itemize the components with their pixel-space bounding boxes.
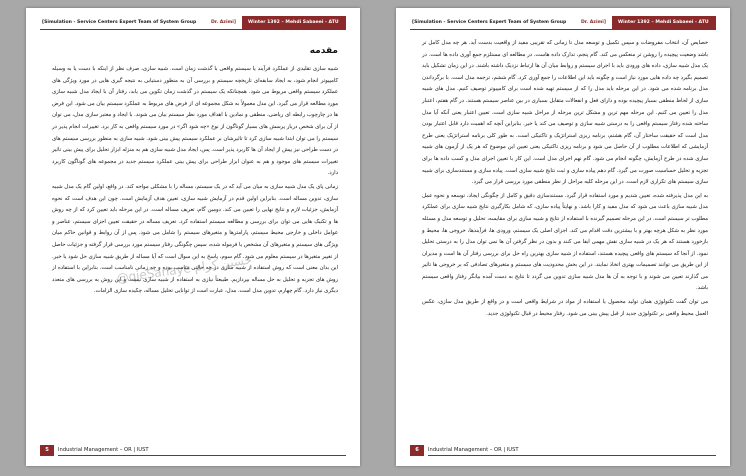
document-page-right [396,8,730,466]
section-heading: مقدمه [309,46,338,56]
header-title: [Simulation - Service Centers Expert Team of System Group [412,20,567,25]
footer-course: Industrial Management – OR | IUST [428,445,716,456]
paragraph: می توان گفت تکنولوژی همان تولید محصول یا استفاده از مواد در شرایط واقعی است و در واقع از طریق مدل سازی، عکس العمل محیط واقعی بر تکنولوژی جدید از قبل پیش بینی می شود. رفتار محیط در قبال تکنولوژی جدید. [422,299,708,317]
page-number: 5 [40,445,54,456]
document-page-left [26,8,360,466]
paragraph: به این مدل پذیرفته شده، تعیین شدیم و مورد استفاده قرار گیرد. مستندسازی دقیق و کامل از چگونگی ایجاد، توسعه و نحوه عمل مدل شبیه سازی باعث می شود که مدل مفید و کارا باشد. و نهایتاً پیاده سازی، که شامل بکارگیری نتایج شبیه سازی برای عملکرد مطلوب تر سیستم است. در این مرحله تصمیم گیرنده با استفاده از نتایج و شبیه سازی برای مقایسه، تحلیل و توسعه مدل و مسئله مورد نظر به شکل هرچه بهتر و با بیشترین دقت اقدام می کند. اجزای اصلی یک سیستم، ورودی ها، فرآیندها، خروجی ها، محیط و بازخورد هستند که هر یک در شبیه سازی نقش مهمی ایفا می کنند و بدون در نظر گرفتن آن ها نمی توان مدل را به درستی تحلیل نمود. از آنجا که سیستم های واقعی پیچیده هستند، استفاده از شبیه سازی بهترین راه حل برای بررسی رفتار آن ها است و مدیران از این طریق می توانند تصمیمات بهتری اتخاذ نمایند. در این بخش محدودیت های سیستم و متغیرهای تصادفی که بر خروجی ها تاثیر می گذارند تعیین می شوند و با توجه به آن ها مدل شبیه سازی تدوین می گردد تا نتایج به دست آمده بیانگر رفتار واقعی سیستم باشد. [422,192,708,292]
header-term: Winter 1392 – Mehdi Sabaeei - ATU [612,16,716,29]
page-header [410,16,716,30]
paragraph: خصایص آن، انتخاب مفروضات و سپس تکمیل و توسعه مدل تا زمانی که تقریبی مفید از واقعیت بدست آید. هر چه مدل کامل تر باشد وضعیت پیچیده را روشن تر منعکس می کند. گام پنجم، تدارک داده هاست. در مطالعه ای مستلزم جمع آوری داده ها است. در یک مدل شبیه سازی، داده های ورودی باید با اجرای سیستم و روابط میان آن ها ارتباط نزدیک داشته باشند. در این زمان تشکیل باید تصمیم بگیرد چه داده هایی مورد نیاز است و چگونه باید این اطلاعات را جمع آوری کرد. گام ششم، ترجمه مدل است. با برگرداندن مدل برنامه شده می شود. در این مرحله باید مدل را که از سیستم تهیه شده است برای کامپیوتر توصیف کنیم. مدل های شبیه سازی از لحاظ منطقی بسیار پیچیده بوده و دارای فعل و انفعالات متقابل بسیاری در بین عناصر سیستم هستند. در گام هفتم، اعتبار مدل را تعیین می کنیم. این مرحله مهم ترین و مشکل ترین مرحله از مراحل شبیه سازی است. تعیین اعتبار یعنی آنکه آیا مدل ساخته شده رفتار سیستم واقعی را به درستی شبیه سازی و توصیف می کند یا خیر. بنابراین آنچه که اهمیت دارد قابل اعتبار بودن مدل است که حقیقت ساختار آن، گام هشتم، برنامه ریزی استراتژیک و تاکتیکی است. به طور کلی برنامه استراتژیک یعنی طرح آزمایشی که اطلاعات مطلوب از آن حاصل می شود و برنامه ریزی تاکتیکی یعنی تعیین این موضوع که هر یک از آزمون های شبیه سازی شده در طرح آزمایش، چگونه انجام می شود. گام نهم اجرای مدل است. این کار با تعیین اجرای مدل و کسب داده ها برای تجزیه و تحلیل حساسیت صورت می گیرد. گام دهم پیاده سازی و ثبت نتایج شبیه سازی است. پیاده سازی و مستندسازی برای شبیه سازی سیستم های تکراری لازم است. در این مرحله کلیه مراحل از نظر منطقی مورد بررسی قرار می گیرد. [422,40,708,186]
page-footer [410,445,716,456]
header-author: Dr. Azimi] [210,20,236,25]
watermark-text: @qieSanaye حسین کرام [115,252,253,286]
page-body [52,40,338,432]
page-body [422,38,708,432]
page-header [40,16,346,30]
page-footer [40,445,346,456]
footer-course: Industrial Management – OR | IUST [58,445,346,456]
page-number: 6 [410,445,424,456]
header-title: [Simulation - Service Centers Expert Team of System Group [42,20,197,25]
header-term: Winter 1392 – Mehdi Sabaeei - ATU [242,16,346,29]
paragraph: زمانی پای یک مدل شبیه سازی به میان می آید که در یک سیستم، مساله را با مشکلی مواجه کند. در واقع، اولین گام یک مدل شبیه سازی، تدوین مساله است. بنابراین اولین قدم در آزمایش شبیه سازی، تعیین هدف آزمایش است. چون این هدف است که نحوه آزمایش، جزئیات لازم و نتایج نهایی را تعیین می کند. دومین گام، تعریف مساله است. در این مرحله باید تعیین کرد که از چه روش ها و تکنیک هایی می توان برای بررسی و مطالعه سیستم استفاده کرد. تعریف مساله در حقیقت تعیین اجزای سیستم، عناصر و عوامل داخلی و خارجی محیط سیستم، پارامترها و متغیرهای سیستم را شامل می شود. پس از آن روابط و قوانین حاکم میان ویژگی های سیستم و متغیرهای آن مشخص یا فرموله شده، سپس چگونگی رفتار سیستم مورد بررسی قرار گرفته و جزئیات حاصل از تغییر متغیرها در سیستم معلوم می شود. گام سوم، پاسخ به این سوال است که آیا مساله از طریق شبیه سازی حل شود یا خیر. این بدان معنی است که روش استفاده از شبیه سازی در چه حالتی مناسب بوده و چه زمانی نامناسب است. بنابراین با استفاده از روش های تجربه و تحلیل به حل مساله بپردازیم. طبیعتاً نیازی به استفاده از شبیه سازی نیست و این روش به بررسی های متعدد دیگری نیاز دارد. گام چهارم، تدوین مدل است. مدل، عبارت است از توانایی تحلیل مساله، چکیده سازی الزامات. [52,183,338,295]
header-author: Dr. Azimi] [580,20,606,25]
paragraph: شبیه سازی تقلیدی از عملکرد فرآیند یا سیستم واقعی با گذشت زمان است. شبیه سازی، صرف نظر از اینکه با دست یا به وسیله کامپیوتر انجام شود، به ایجاد سابقه‌ای تاریخچه سیستم و بررسی آن به منظور دستیابی به نتیجه گیری هایی در مورد ویژگی های عملکرد سیستم واقعی مربوط می شود. همچنانکه یک سیستم در گذشت زمان تکوین می یابد، رفتار آن با ایجاد مدل شبیه سازی مورد مطالعه قرار می گیرد. این مدل معمولاً به شکل مجموعه ای از فرض های مربوط به عملکرد سیستم بیان می شود. این فرض ها در چارچوب رابطه ای ریاضی، منطقی و نمادین با اهداف مورد نظر سیستم بیان می شوند. با ایجاد و معتبر سازی مدل، می توان از آن برای شخص دربار پرسش های بسیار گوناگون از نوع «چه شود اگر» در مورد سیستم واقعی به کار برد. تغییرات انجام پذیر در سیستم را می توان ابتدا شبیه سازی کرد تا تاثیرشان بر عملکرد سیستم پیش بینی شود. شبیه سازی به منظور بررسی سیستم های در دست طراحی نیز پیش از ایجاد آن ها کاربرد پذیر است. پس، ایجاد مدل شبیه سازی هم به منزله ابزار تحلیل برای پیش بینی تاثیر تغییرات سیستم های موجود و هم به عنوان ابزار طراحی برای پیش بینی عملکرد سیستم جدید در مجموعه های گوناگون کاربرد دارد. [52,66,338,177]
